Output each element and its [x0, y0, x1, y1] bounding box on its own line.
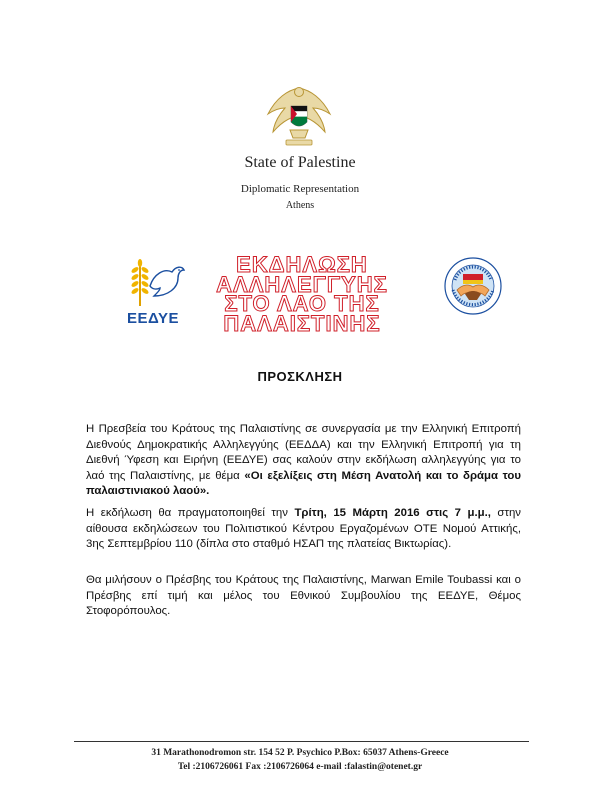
footer-divider — [74, 741, 529, 742]
state-name: State of Palestine — [244, 154, 356, 171]
venue-text: στην αίθουσα εκδηλώσεων του Πολιτιστικού Κέντρου Εργαζομένων ΟΤΕ Νομού Αττικής, 3ης Σεπτεμβρίου 110 (δίπλα στο σταθμό ΗΣΑΠ της πλατείας Βικτωρίας). — [86, 507, 521, 550]
invitation-heading: ΠΡΟΣΚΛΗΣΗ — [257, 369, 343, 384]
intro-text: Η Πρεσβεία του Κράτους της Παλαιστίνης σε συνεργασία με την Ελληνική Επιτροπή Διεθνούς Δημοκρατικής Αλληλεγγύης (ΕΕΔΔΑ) και την Ελληνική Επιτροπή για τη Διεθνή Ύφεση και Ειρήνη (ΕΕΔΥΕ) σας καλούν στην εκδήλωση αλληλεγγύης για το λαό της Παλαιστίνης, με θέμα — [86, 423, 521, 482]
solidarity-globe-seal-icon — [443, 256, 503, 316]
event-title — [196, 252, 408, 336]
eedye-logo — [120, 256, 190, 328]
event-theme: «Οι εξελίξεις στη Μέση Ανατολή και το δράμα του παλαιστινιακού λαού». — [86, 469, 521, 497]
footer-contact: Tel :2106726061 Fax :2106726064 e-mail :falastin@otenet.gr — [177, 762, 423, 772]
palestine-eagle-emblem-icon — [258, 80, 340, 152]
event-datetime: Τρίτη, 15 Μάρτη 2016 στις 7 μ.μ., — [294, 507, 491, 519]
paragraph-venue — [86, 506, 521, 553]
paragraph-intro — [86, 422, 521, 500]
eedye-label: ΕΕΔΥΕ — [127, 310, 179, 327]
title-line: ΠΑΛΑΙΣΤΙΝΗΣ — [223, 310, 381, 336]
footer-address: 31 Marathonodromon str. 154 52 P. Psychico P.Box: 65037 Athens-Greece — [151, 748, 449, 758]
wheat-dove-logo-icon — [120, 256, 190, 310]
letterhead — [0, 152, 600, 213]
venue-intro: Η εκδήλωση θα πραγματοποιηθεί την — [86, 507, 295, 519]
title-line: ΣΤΟ ΛΑΟ ΤΗΣ — [224, 291, 380, 316]
footer — [0, 746, 600, 774]
paragraph-speakers: Θα μιλήσουν ο Πρέσβης του Κράτους της Παλαιστίνης, Marwan Emile Toubassi και ο Πρέσβης επί τιμή και μέλος του Εθνικού Συμβουλίου της ΕΕΔΥΕ, Θέμος Στοφορόπουλος. — [86, 574, 521, 617]
title-line: ΕΚΔΗΛΩΣΗ — [236, 252, 368, 277]
city-name: Athens — [285, 200, 315, 211]
title-line: ΑΛΛΗΛΕΓΓΥΗΣ — [216, 271, 388, 297]
representation-title: Diplomatic Representation — [240, 183, 360, 195]
